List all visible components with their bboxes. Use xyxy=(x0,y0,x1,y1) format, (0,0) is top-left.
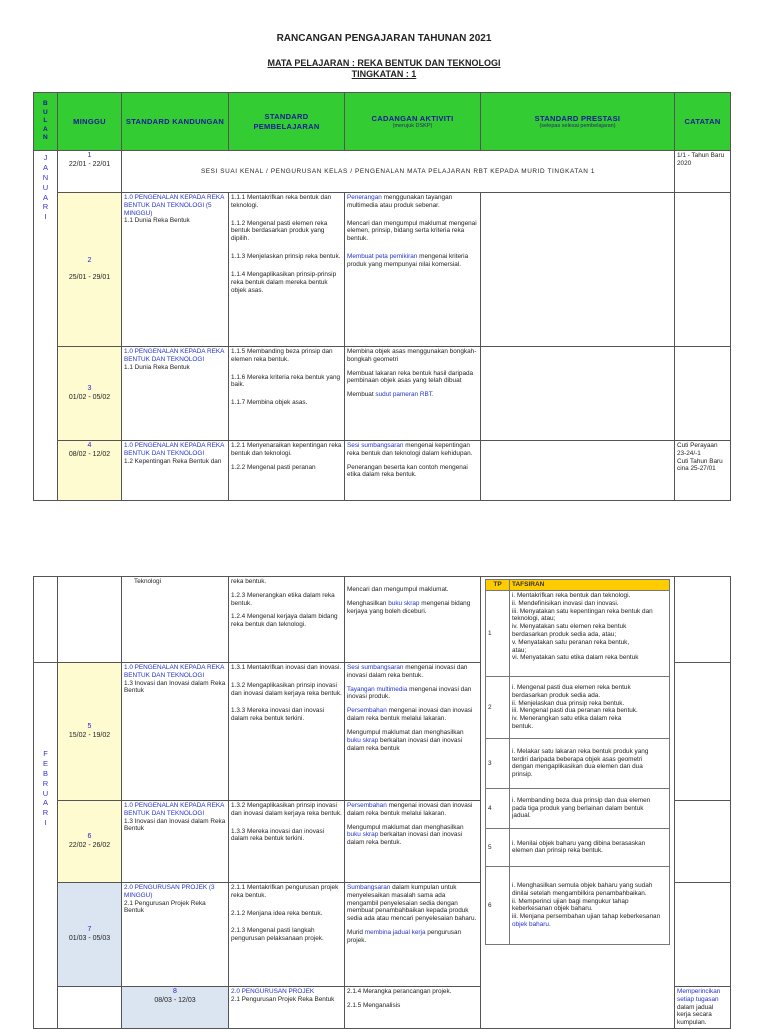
sk-cell: 1.0 PENGENALAN KEPADA REKA BENTUK DAN TEKNOLOGI 1.2 Kepentingan Reka Bentuk dan xyxy=(122,441,229,501)
week-cell: 7 01/03 - 05/03 xyxy=(58,883,122,987)
week-cell: 6 22/02 - 26/02 xyxy=(58,801,122,883)
week-cell: 3 01/02 - 05/02 xyxy=(58,347,122,441)
tafsiran-text: i. Membanding beza dua prinsip dan dua elemen pada tiga produk yang berlainan dalam bentuk jadual. xyxy=(510,788,670,828)
level-title: TINGKATAN : 1 xyxy=(351,69,417,79)
col-minggu: MINGGU xyxy=(58,93,122,151)
tafsiran-tp: 3 xyxy=(486,738,510,788)
tafsiran-table xyxy=(485,579,670,945)
catatan-cell xyxy=(675,347,731,441)
plan-table-2 xyxy=(33,576,731,1029)
week-cell xyxy=(58,577,122,663)
tafsiran-text: i. Menilai objek baharu yang dibina berasaskan elemen dan prinsip reka bentuk. xyxy=(510,828,670,866)
tafsiran-text: i. Melakar satu lakaran reka bentuk produk yang terdiri daripada beberapa objek asas geometri dengan mengaplikasikan dua elemen dan dua prinsip. xyxy=(510,738,670,788)
tafsiran-cell xyxy=(481,577,675,1029)
spr-cell xyxy=(481,441,675,501)
catatan-cell xyxy=(675,801,731,883)
catatan-cell xyxy=(675,577,731,663)
sk-cell: 2.0 PENGURUSAN PROJEK 2.1 Pengurusan Projek Reka Bentuk xyxy=(229,987,345,1029)
sk-cell: 1.0 PENGENALAN KEPADA REKA BENTUK DAN TEKNOLOGI 1.3 Inovasi dan Inovasi dalam Reka Bentuk xyxy=(122,663,229,801)
sp-cell: 1.1.5 Membanding beza prinsip dan elemen reka bentuk. 1.1.6 Mereka kriteria reka bentuk yang baik. 1.1.7 Membina objek asas. xyxy=(229,347,345,441)
sk-cell: 1.0 PENGENALAN KEPADA REKA BENTUK DAN TEKNOLOGI (5 MINGGU) 1.1 Dunia Reka Bentuk xyxy=(122,193,229,347)
sk-cell: 1.0 PENGENALAN KEPADA REKA BENTUK DAN TEKNOLOGI 1.3 Inovasi dan Inovasi dalam Reka Bentuk xyxy=(122,801,229,883)
col-standard-kandungan: STANDARD KANDUNGAN xyxy=(122,93,229,151)
col-standard-pembelajaran: STANDARD PEMBELAJARAN xyxy=(229,93,345,151)
catatan-cell: 1/1 - Tahun Baru 2020 xyxy=(675,151,731,193)
sk-cell: 1.0 PENGENALAN KEPADA REKA BENTUK DAN TEKNOLOGI 1.1 Dunia Reka Bentuk xyxy=(122,347,229,441)
document-title: RANCANGAN PENGAJARAN TAHUNAN 2021 xyxy=(276,33,492,44)
bulan-blank xyxy=(34,577,58,663)
spr-cell xyxy=(481,347,675,441)
tafsiran-text: i. Mengenal pasti dua elemen reka bentuk berdasarkan produk sedia ada. ii. Menjelaskan dua prinsip reka bentuk. iii. Mengenal pasti dua peranan reka bentuk. iv. Menerangkan satu etika dalam reka bentuk. xyxy=(510,676,670,738)
subject-title: MATA PELAJARAN : REKA BENTUK DAN TEKNOLOGI xyxy=(267,58,501,68)
ca-cell: Sesi sumbangsaran mengenai kepentingan reka bentuk dan teknologi dalam kehidupan. Penerangan beserta kan contoh mengenai etika dalam reka bentuk. xyxy=(345,441,481,501)
week-cell: 4 08/02 - 12/02 xyxy=(58,441,122,501)
ca-cell: Mencari dan mengumpul maklumat. Menghasilkan buku skrap mengenai bidang kerjaya yang boleh diceburi. xyxy=(345,577,481,663)
tafsiran-tp: 4 xyxy=(486,788,510,828)
plan-table-1 xyxy=(33,92,731,501)
sk-cell: Teknologi xyxy=(122,577,229,663)
catatan-cell xyxy=(675,663,731,801)
ca-cell: Membina objek asas menggunakan bongkah-bongkah geometri Membuat lakaran reka bentuk hasil daripada pembinaan objek asas yang telah dibuat Membuat sudut pameran RBT. xyxy=(345,347,481,441)
tafsiran-tp: 1 xyxy=(486,590,510,676)
ca-cell: Memperincikan setiap tugasan dalam jadual kerja secara kumpulan. xyxy=(675,987,731,1029)
week-cell: 5 15/02 - 19/02 xyxy=(58,663,122,801)
sp-cell: 2.1.1 Mentakrifkan pengurusan projek reka bentuk. 2.1.2 Menjana idea reka bentuk. 2.1.3 Mengenal pasti langkah pengurusan pelaksanaan projek. xyxy=(229,883,345,987)
spr-cell xyxy=(481,193,675,347)
tafsiran-tp: 5 xyxy=(486,828,510,866)
ca-cell: Persembahan mengenai inovasi dan inovasi dalam reka bentuk melalui lakaran. Mengumpul maklumat dan menghasilkan buku skrap berkaitan inovasi dan inovasi dalam reka bentuk. xyxy=(345,801,481,883)
catatan-cell xyxy=(675,193,731,347)
week-cell: 8 08/03 - 12/03 xyxy=(122,987,229,1029)
sp-cell: reka bentuk. 1.2.3 Menerangkan etika dalam reka bentuk. 1.2.4 Mengenal kerjaya dalam bidang reka bentuk dan teknologi. xyxy=(229,577,345,663)
week-cell: 2 25/01 - 29/01 xyxy=(58,193,122,347)
col-bulan: B U L A N xyxy=(34,93,58,151)
bulan-blank xyxy=(58,987,122,1029)
ca-cell: Sumbangsaran dalam kumpulan untuk menyelesaikan masalah sama ada mengambil penyelesaian sedia dengan membuat penambahbaikan kepada produk sedia ada atau mencari penyelesaian baharu. Murid membina jadual kerja pengurusan projek. xyxy=(345,883,481,987)
catatan-cell: Cuti Perayaan 23-24/-1 Cuti Tahun Baru cina 25-27/01 xyxy=(675,441,731,501)
sp-cell: 1.2.1 Menyenaraikan kepentingan reka bentuk dan teknologi. 1.2.2 Mengenal pasti peranan xyxy=(229,441,345,501)
merged-activity: SESI SUAI KENAL / PENGURUSAN KELAS / PENGENALAN MATA PELAJARAN RBT KEPADA MURID TINGKATAN 1 xyxy=(122,151,675,193)
tafsiran-text: i. Menghasilkan semula objek baharu yang sudah dinilai setelah mengambilkira penambahbaikan. ii. Memperinci ujian bagi mengukur tahap keberkesanan objek baharu. iii. Menjana persembahan ujian tahap keberkesanan objek baharu. xyxy=(510,866,670,944)
col-catatan: CATATAN xyxy=(675,93,731,151)
sk-cell: 2.0 PENGURUSAN PROJEK (3 MINGGU) 2.1 Pengurusan Projek Reka Bentuk xyxy=(122,883,229,987)
sp-cell: 2.1.4 Merangka perancangan projek. 2.1.5 Menganalisis xyxy=(345,987,481,1029)
sp-cell: 1.3.1 Mentakrifkan inovasi dan inovasi. 1.3.2 Mengaplikasikan prinsip inovasi dan inovasi dalam kerjaya reka bentuk. 1.3.3 Mereka inovasi dan inovasi dalam reka bentuk terkini. xyxy=(229,663,345,801)
sp-cell: 1.1.1 Mentakrifkan reka bentuk dan teknologi. 1.1.2 Mengenal pasti elemen reka bentuk berdasarkan produk yang dipilih. 1.1.3 Menjelaskan prinsip reka bentuk. 1.1.4 Mengaplikasikan prinsip-prinsip reka bentuk dalam mereka bentuk objek asas. xyxy=(229,193,345,347)
catatan-cell xyxy=(675,883,731,987)
tafsiran-tp-header: TP xyxy=(486,580,510,591)
ca-cell: Sesi sumbangsaran mengenai inovasi dan inovasi dalam reka bentuk. Tayangan multimedia mengenai inovasi dan inovasi produk. Persembahan mengenai inovasi dan inovasi dalam reka bentuk melalui lakaran. Mengumpul maklumat dan menghasilkan buku skrap berkaitan inovasi dan inovasi dalam reka bentuk xyxy=(345,663,481,801)
col-standard-prestasi: STANDARD PRESTASI (selepas selesai pembelajaran) xyxy=(481,93,675,151)
week-cell: 1 22/01 - 22/01 xyxy=(58,151,122,193)
sp-cell: 1.3.2 Mengaplikasikan prinsip inovasi dan inovasi dalam kerjaya reka bentuk. 1.3.3 Mereka inovasi dan inovasi dalam reka bentuk terkini. xyxy=(229,801,345,883)
tafsiran-tp: 6 xyxy=(486,866,510,944)
tafsiran-tp: 2 xyxy=(486,676,510,738)
month-februari: F E B R U A R I xyxy=(34,663,58,1029)
month-januari: J A N U A R I xyxy=(34,151,58,501)
col-cadangan-aktiviti: CADANGAN AKTIVITI (merujuk DSKP) xyxy=(345,93,481,151)
tafsiran-text: i. Mentakrifkan reka bentuk dan teknologi. ii. Mendefinisikan inovasi dan inovasi. iii. Menyatakan satu kepentingan reka bentuk dan teknologi, atau; iv. Menyatakan satu elemen reka bentuk berdasarkan produk sedia ada, atau; v. Menyatakan satu peranan reka bentuk, atau; vi. Menyatakan satu etika dalam reka bentuk xyxy=(510,590,670,676)
tafsiran-header: TAFSIRAN xyxy=(510,580,670,591)
ca-cell: Penerangan menggunakan tayangan multimedia atau produk sebenar. Mencari dan mengumpul maklumat mengenai elemen, prinsip, bidang serta kriteria reka bentuk. Membuat peta pemikiran mengenai kriteria produk yang mempunyai nilai komersial. xyxy=(345,193,481,347)
